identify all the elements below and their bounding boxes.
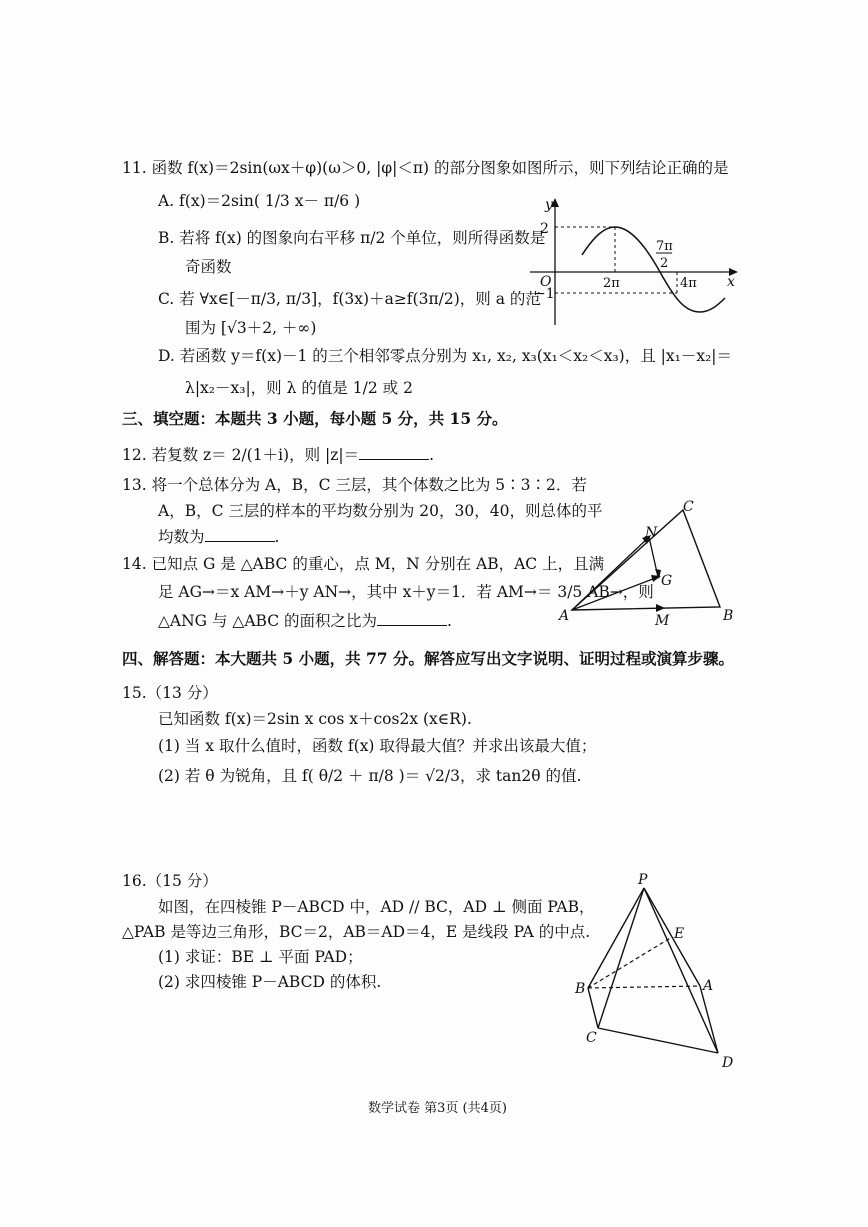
q16-heading: 16.（15 分） [122,872,218,890]
section-3-heading: 三、填空题：本题共 3 小题，每小题 5 分，共 15 分。 [122,409,508,428]
label-b: B [723,608,734,624]
label-p: P [638,872,648,888]
q16-pyramid-figure [570,870,745,1075]
x-min-label: 4π [680,276,697,291]
q11-option-b-line2: 奇函数 [185,258,232,276]
vector-an [572,537,649,610]
q15-line2: (1) 当 x 取什么值时，函数 f(x) 取得最大值？并求出该最大值； [158,737,597,755]
q15-line1: 已知函数 f(x)＝2sin x cos x＋cos2x (x∈R). [158,710,472,728]
q16-line1: 如图，在四棱锥 P－ABCD 中，AD // BC，AD ⊥ 侧面 PAB， [158,898,595,916]
q12-stem: 12. 若复数 z＝ 2/(1＋i)，则 |z|＝ [122,446,360,464]
q11-option-b-line1: B. 若将 f(x) 的图象向右平移 π/2 个单位，则所得函数是 [158,229,546,247]
label-c: C [683,499,694,515]
label-a: A [703,978,714,994]
sine-curve [582,227,725,312]
x-axis-label: x [727,274,735,290]
label-d: D [722,1055,734,1071]
page-footer: 数学试卷 第3页 (共4页) [368,1101,507,1116]
segment-be-hidden [588,937,672,988]
q16-line4: (2) 求四棱锥 P－ABCD 的体积. [158,973,382,991]
q11-stem: 11. 函数 f(x)＝2sin(ωx＋φ)(ω＞0, |φ|＜π) 的部分图象如图所示，则下列结论正确的是 [122,159,729,177]
q11-option-c-line2: 围为 [√3＋2, ＋∞) [185,319,317,337]
q14-line1: 14. 已知点 G 是 △ABC 的重心，点 M，N 分别在 AB，AC 上，且满 [122,555,605,573]
label-g: G [661,573,673,589]
q11-option-c-line1: C. 若 ∀x∈[－π/3, π/3]，f(3x)＋a≥f(3π/2)，则 a 的范 [158,290,541,308]
section-4-heading: 四、解答题：本大题共 5 小题，共 77 分。解答应写出文字说明、证明过程或演算步骤。 [122,649,734,668]
q15-line3: (2) 若 θ 为锐角，且 f( θ/2 ＋ π/8 )＝ √2/3，求 tan2θ 的值. [158,767,582,785]
q12-end: . [429,446,435,464]
q16-line3: (1) 求证：BE ⊥ 平面 PAD； [158,948,363,966]
q12-answer-blank [359,444,429,460]
label-m: M [655,613,670,629]
q16-line2: △PAB 是等边三角形，BC＝2，AB＝AD＝4，E 是线段 PA 的中点. [122,923,591,941]
edge-pd [644,888,718,1053]
q13-line3 [158,526,279,548]
x-zero-num-label: 7π [656,239,673,254]
label-c: C [586,1030,597,1046]
label-n: N [645,525,658,541]
q13-line3-text: 均数为 [158,528,205,546]
q14-line3 [158,610,452,632]
q11-option-d-line2: λ|x₂－x₃|，则 λ 的值是 1/2 或 2 [185,379,413,397]
y-min-label: −1 [534,286,555,302]
label-e: E [674,926,685,942]
q15-heading: 15.（13 分） [122,684,218,702]
q14-end: . [447,612,452,630]
x-zero-den-label: 2 [660,256,669,271]
label-b: B [575,981,586,997]
q13-line1: 13. 将一个总体分为 A，B，C 三层，其个体数之比为 5∶3∶2．若 [122,476,587,494]
q14-line3-text: △ANG 与 △ABC 的面积之比为 [158,612,377,630]
x-peak-label: 2π [603,276,620,291]
y-axis-label: y [545,197,553,213]
q11-option-d-line1: D. 若函数 y＝f(x)－1 的三个相邻零点分别为 x₁, x₂, x₃(x₁＜x₂＜x₃)，且 |x₁－x₂|＝ [158,347,733,365]
q14-triangle-figure [555,495,745,630]
q14-line2: 足 AG→＝x AM→＋y AN→，其中 x＋y＝1．若 AM→＝ 3/5 AB→，则 [158,583,654,601]
q13-line2: A，B，C 三层的样本的平均数分别为 20，30，40，则总体的平 [158,502,603,520]
edge-ba-hidden [588,986,700,988]
q12-text [122,444,434,466]
q13-answer-blank [205,526,275,542]
edge-bc [588,988,598,1028]
y-max-label: 2 [540,221,549,237]
edge-cd [598,1028,718,1053]
q11-option-a: A. f(x)＝2sin( 1/3 x－ π/6 ) [158,192,361,210]
q13-end: . [274,528,280,546]
q11-sine-graph [520,195,745,330]
vector-ag [572,577,658,610]
origin-label: O [540,274,552,290]
q14-answer-blank [377,610,447,626]
vector-am-arrow [656,604,665,612]
label-a: A [559,608,570,624]
